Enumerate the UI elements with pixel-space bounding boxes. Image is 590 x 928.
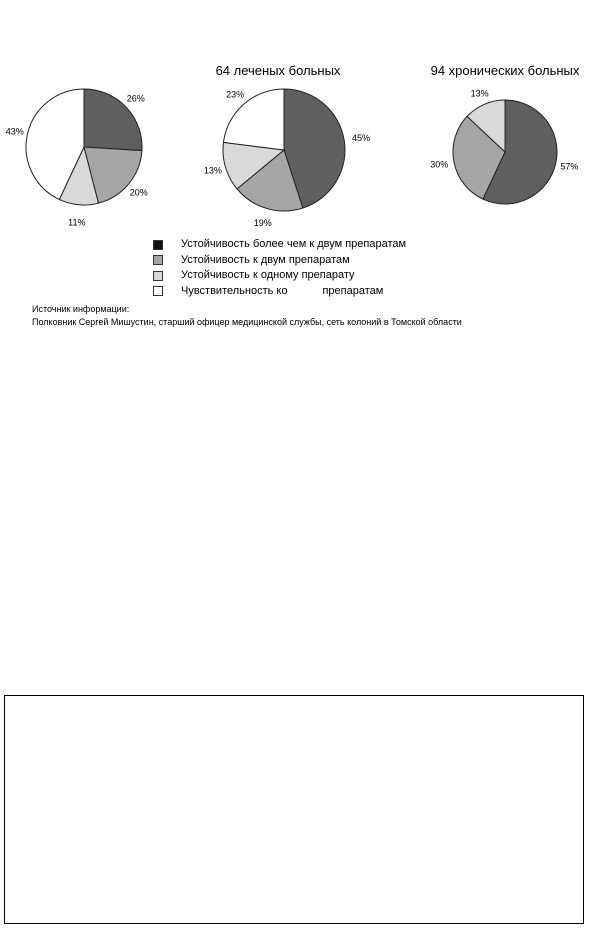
legend-label: Устойчивость к двум препаратам xyxy=(181,253,350,266)
legend-swatch-gray xyxy=(153,255,163,265)
pie-charts xyxy=(0,0,590,240)
empty-frame xyxy=(4,695,584,924)
legend-item xyxy=(153,284,573,300)
slice-percent-label: 43% xyxy=(5,126,24,137)
legend-item xyxy=(153,268,573,284)
slice-percent-label: 23% xyxy=(226,89,245,100)
legend-swatch-black xyxy=(153,240,163,250)
chart-title-chronic: 94 хронических больных xyxy=(430,63,580,78)
legend-swatch-light-gray xyxy=(153,271,163,281)
slice-percent-label: 45% xyxy=(351,132,371,143)
legend-swatch-white xyxy=(153,286,163,296)
legend-label: Устойчивость к одному препарату xyxy=(181,269,355,282)
legend-item xyxy=(153,237,573,253)
slice-percent-label: 19% xyxy=(253,218,272,228)
slice-percent-label: 11% xyxy=(68,217,86,228)
source-heading: Источник информации: xyxy=(32,304,130,314)
slice-percent-label: 26% xyxy=(126,93,145,104)
legend-label: Чувствительность ко препаратам xyxy=(181,284,384,297)
source-text: Полковник Сергей Мишустин, старший офицер медицинской службы, сеть колоний в Томской области xyxy=(32,317,462,327)
pie-chart-2 xyxy=(204,89,370,228)
slice-percent-label: 30% xyxy=(430,159,449,170)
legend-item xyxy=(153,253,573,269)
pie-chart-3 xyxy=(430,88,578,204)
source-note xyxy=(32,303,572,329)
chart-title-treated: 64 леченых больных xyxy=(215,63,341,78)
legend xyxy=(153,237,573,299)
legend-label: Устойчивость более чем к двум препаратам xyxy=(181,238,407,251)
slice-percent-label: 57% xyxy=(560,161,579,172)
slice-percent-label: 13% xyxy=(470,88,489,99)
slice-percent-label: 13% xyxy=(203,165,222,176)
slice-percent-label: 20% xyxy=(129,187,148,198)
pie-chart-1 xyxy=(6,89,148,228)
